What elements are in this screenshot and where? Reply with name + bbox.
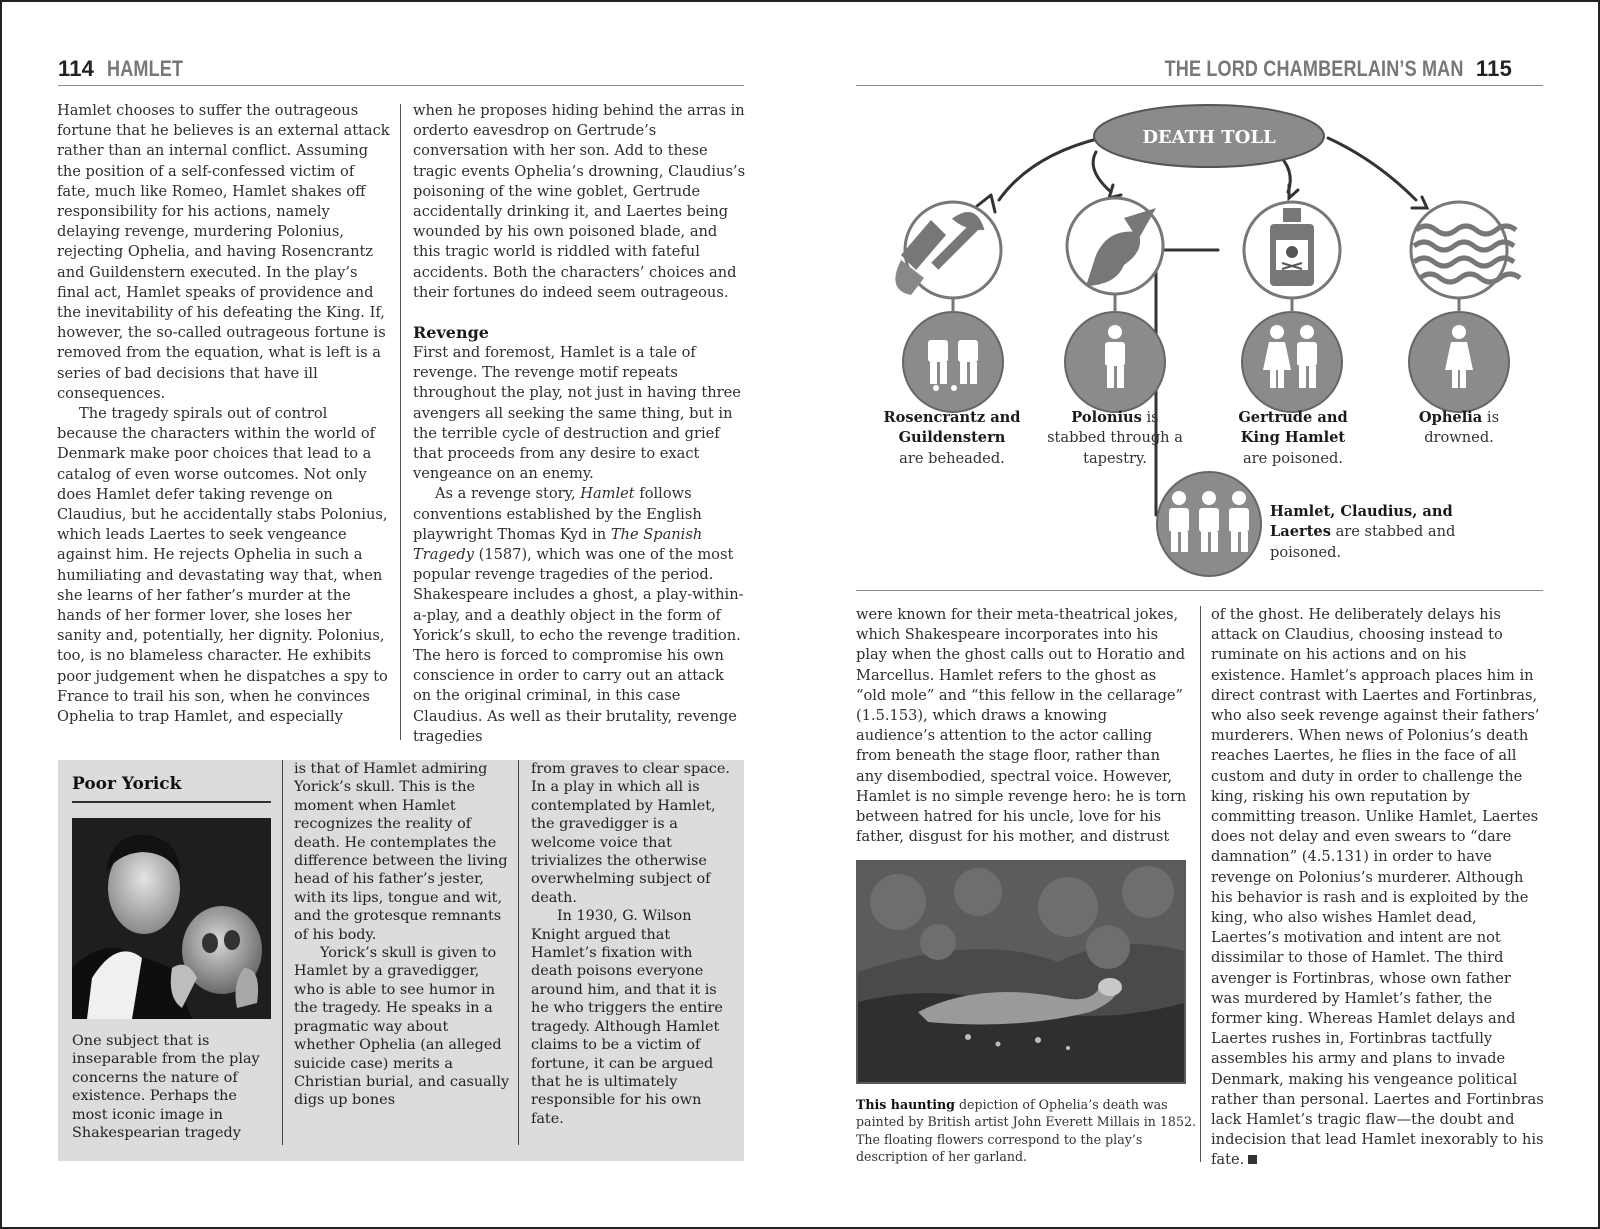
right-column-1 <box>856 605 1189 847</box>
paragraph: First and foremost, Hamlet is a tale of revenge. The revenge motif repeats throughout the play, not just in having three avengers all seeking the same thing, but in the terrible cycle of destruction and grief that proceeds from any desire to exact vengeance on an enemy. <box>413 344 741 483</box>
paragraph: One subject that is inseparable from the play concerns the nature of existence. Perhaps the most iconic image in Shakespearian tragedy <box>72 1033 260 1142</box>
column-divider <box>400 104 401 740</box>
right-column-2 <box>1211 605 1544 1171</box>
paragraph: In 1930, G. Wilson Knight argued that Hamlet’s fixation with death poisons everyone around him, and that it is he who triggers the entire tragedy. Although Hamlet claims to be a victim of fortune, it can be argued that he is ultimately responsible for his own fate. <box>531 908 723 1127</box>
left-running-head: HAMLET <box>106 56 183 81</box>
victim-label-hamlet-claudius-laertes: Hamlet, Claudius, and Laertes are stabbed and poisoned. <box>1270 503 1456 561</box>
victim-label-ophelia: Ophelia is drowned. <box>1418 409 1500 447</box>
poor-yorick-sidebar <box>58 760 744 1161</box>
painting-caption: This haunting depiction of Ophelia’s death was painted by British artist John Everett Millais in 1852. The floating flowers correspond to the play’s description of her garland. <box>856 1097 1196 1165</box>
infographic-title: DEATH TOLL <box>1142 127 1276 148</box>
right-header-rule <box>856 85 1543 86</box>
right-folio <box>1099 56 1512 82</box>
victims-circle <box>1242 312 1342 412</box>
victims-circle <box>903 312 1003 412</box>
end-of-article-mark <box>1248 1155 1257 1164</box>
sidebar-title-rule <box>72 801 271 803</box>
victim-label-rosencrantz-guildenstern: Rosencrantz and Guildenstern are beheaded. <box>883 409 1021 467</box>
paragraph: is that of Hamlet admiring Yorick’s skull. This is the moment when Hamlet recognizes the reality of death. He contemplates the difference between the living head of his father’s jester, with its lips, tongue and wit, and the grotesque remnants of his body. <box>294 761 508 943</box>
italic-title: The Spanish Tragedy <box>413 525 703 564</box>
right-page-number: 115 <box>1475 56 1512 81</box>
infographic-bottom-rule <box>856 590 1543 591</box>
victim-label-polonius: Polonius is stabbed through a tapestry. <box>1047 409 1183 467</box>
paragraph: Hamlet chooses to suffer the outrageous fortune that he believes is an external attack rather than an internal conflict. Assuming the position of a self-confessed victim of fate, much like Romeo, Hamlet shakes off responsibility for his actions, namely delaying revenge, murdering Polonius, rejecting Ophelia, and having Rosencrantz and Guildenstern executed. In the play’s final act, Hamlet speaks of providence and the inevitability of his defeating the King. If, however, the so-called outrageous fortune is removed from the equation, what is left is a series of bad decisions that have ill consequences. <box>57 102 390 402</box>
ophelia-painting <box>856 860 1186 1084</box>
column-divider <box>518 760 519 1145</box>
paragraph: Yorick’s skull is given to Hamlet by a gravedigger, who is able to see humor in the tragedy. He speaks in a pragmatic way about whether Ophelia (an alleged suicide case) merits a Christian burial, and casually digs up bones <box>294 945 510 1109</box>
paragraph: As a revenge story, Hamlet follows conventions established by the English playwright Thomas Kyd in The Spanish Tragedy (1587), which was one of the most popular revenge tragedies of the period. Shakespeare includes a ghost, a play-within-a-play, and a deathly object in the form of Yorick’s skull, to echo the revenge tradition. The hero is forced to compromise his own conscience in order to carry out an attack on the original criminal, in this case Claudius. As well as their brutality, revenge tragedies <box>413 485 744 745</box>
paragraph: of the ghost. He deliberately delays his attack on Claudius, choosing instead to ruminate on his actions and on his existence. Hamlet’s approach places him in direct contrast with Laertes and Fortinbras, who also seek revenge against their fathers’ murderers. When news of Polonius’s death reaches Laertes, he flies in the face of all custom and duty in order to challenge the king, risking his own reputation by committing treason. Unlike Hamlet, Laertes does not delay and even swears to “dare damnation” (4.5.131) in order to have revenge on Polonius’s murderer. Although his behavior is rash and is exploited by the king, who also wishes Hamlet dead, Laertes’s motivation and intent are not dissimilar to those of Hamlet. The third avenger is Fortinbras, whose own father was murdered by Hamlet’s father, the former king. Whereas Hamlet delays and Laertes rushes in, Fortinbras tactfully assembles his army and plans to invade Denmark, making his vengeance political rather than personal. Laertes and Fortinbras lack Hamlet’s tragic flaw—the doubt and indecision that lead Hamlet inexorably to his fate. <box>1211 606 1544 1169</box>
sidebar-column-1 <box>72 1032 274 1142</box>
sidebar-column-2 <box>294 760 512 1110</box>
hamlet-with-skull-photo <box>72 818 271 1019</box>
column-divider <box>1200 606 1201 1162</box>
left-folio <box>58 56 200 82</box>
paragraph: from graves to clear space. In a play in which all is contemplated by Hamlet, the gravedigger is a welcome voice that trivializes the otherwise overwhelming subject of death. <box>531 761 730 906</box>
left-page-number: 114 <box>58 56 95 81</box>
paragraph: were known for their meta-theatrical jokes, which Shakespeare incorporates into his play when the ghost calls out to Horatio and Marcellus. Hamlet refers to the ghost as “old mole” and “this fellow in the cellarage” (1.5.153), which draws a knowing audience’s attention to the actor calling from beneath the stage floor, rather than any disembodied, spectral voice. However, Hamlet is no simple revenge hero: he is torn between hatred for his uncle, love for his father, disgust for his mother, and distrust <box>856 606 1187 846</box>
left-header-rule <box>58 85 744 86</box>
section-heading-revenge: Revenge <box>413 323 489 343</box>
paragraph: when he proposes hiding behind the arras in orderto eavesdrop on Gertrude’s conversation with her son. Add to these tragic events Ophelia’s drowning, Claudius’s poisoning of the wine goblet, Gertrude accidentally drinking it, and Laertes being wounded by his own poisoned blade, and this tragic world is riddled with fateful accidents. Both the characters’ choices and their fortunes do indeed seem outrageous. <box>413 102 746 301</box>
italic-title: Hamlet <box>580 485 635 503</box>
sidebar-column-3 <box>531 760 736 1128</box>
paragraph: The tragedy spirals out of control because the characters within the world of Denmark make poor choices that lead to a catalog of even worse outcomes. Not only does Hamlet defer taking revenge on Claudius, but he accidentally stabs Polonius, which leads Laertes to seek vengeance against him. He rejects Ophelia in such a humiliating and devastating way that, when she learns of her father’s murder at the hands of her former lover, she loses her sanity and, potentially, her dignity. Polonius, too, is no blameless character. He exhibits poor judgement when he dispatches a spy to France to trail his son, when he convinces Ophelia to trap Hamlet, and especially <box>57 405 388 726</box>
column-divider <box>282 760 283 1145</box>
sidebar-title: Poor Yorick <box>72 774 182 794</box>
victim-label-gertrude-king: Gertrude and King Hamlet are poisoned. <box>1238 409 1348 467</box>
right-running-head: THE LORD CHAMBERLAIN’S MAN <box>1164 56 1464 81</box>
left-column-1 <box>57 101 390 727</box>
left-column-2 <box>413 101 746 747</box>
